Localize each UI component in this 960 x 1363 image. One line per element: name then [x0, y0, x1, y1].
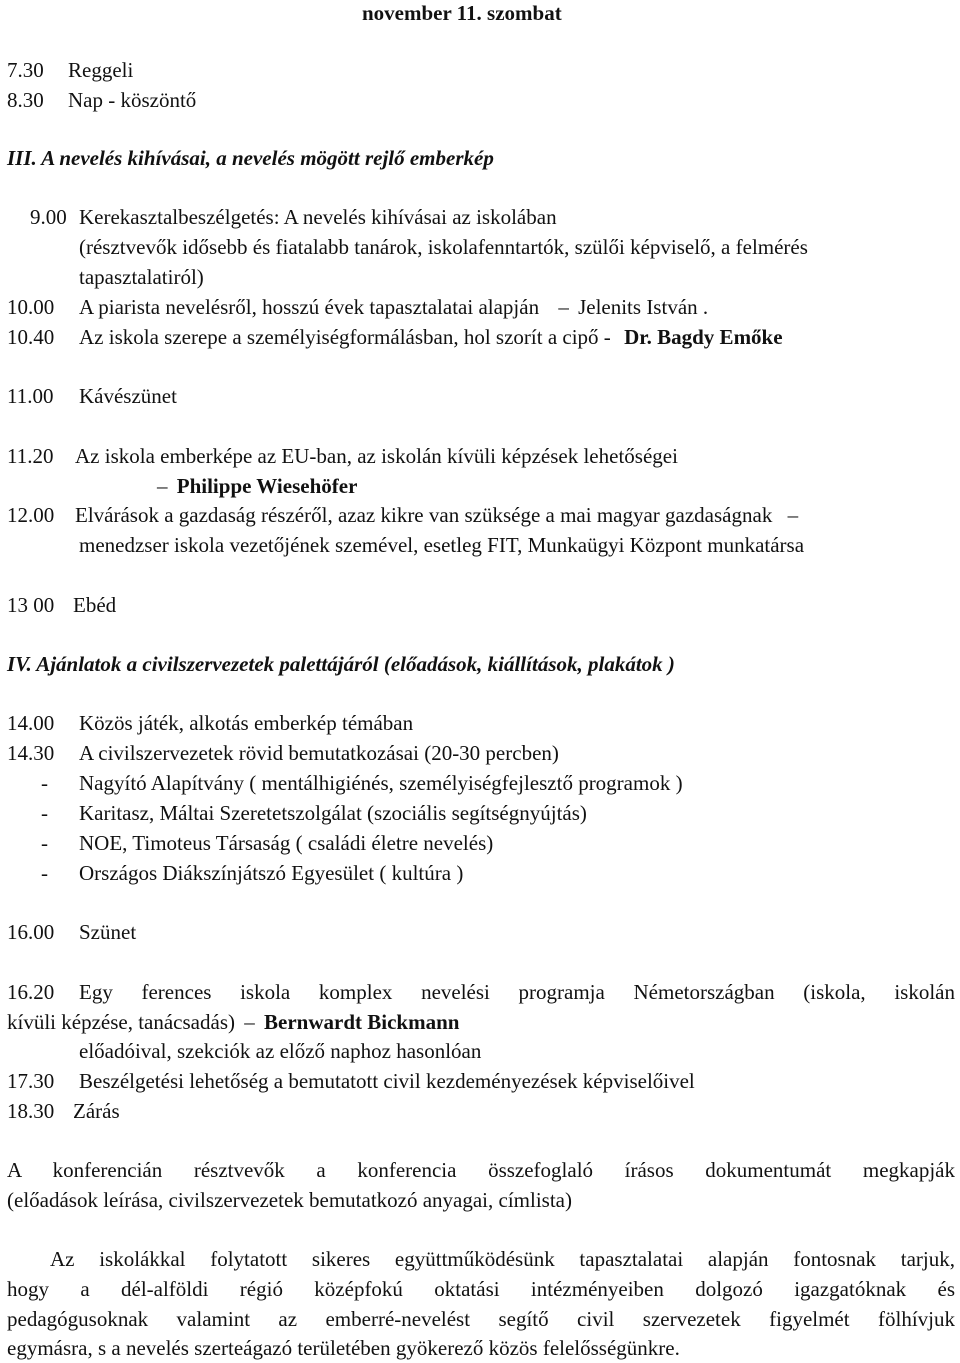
agenda-text-0900-line2: (résztvevők idősebb és fiatalabb tanárok, iskolafenntartók, szülői képviselő, a felmérés — [79, 235, 808, 259]
agenda-time-0900: 9.00 — [30, 205, 67, 229]
agenda-text-1120: Az iskola emberképe az EU-ban, az iskolán kívüli képzések lehetőségei — [75, 444, 678, 468]
agenda-text-1830: Zárás — [73, 1099, 120, 1123]
bullet-dash: - — [41, 831, 48, 855]
agenda-text-1400: Közös játék, alkotás emberkép témában — [79, 711, 414, 735]
dash: – — [787, 503, 799, 527]
speaker-name: Philippe Wiesehöfer — [176, 474, 358, 498]
agenda-time-1830: 18.30 — [7, 1099, 55, 1123]
agenda-time-1000: 10.00 — [7, 295, 55, 319]
closing-paragraph-2-line1: Az iskolákkal folytatott sikeres együttműködésünk tapasztalatai alapján fontosnak tarjuk, — [50, 1247, 955, 1271]
agenda-text-1200-line2: menedzser iskola vezetőjének szemével, esetleg FIT, Munkaügyi Központ munkatársa — [79, 533, 805, 557]
agenda-text: Nap - köszöntő — [68, 88, 197, 112]
agenda-text: Reggeli — [68, 58, 134, 82]
agenda-text-1300: Ebéd — [73, 593, 117, 617]
agenda-text: kívüli képzése, tanácsadás) — [7, 1010, 235, 1034]
section-title-4: IV. Ajánlatok a civilszervezetek palettájáról (előadások, kiállítások, plakátok ) — [7, 652, 675, 676]
section-title-3: III. A nevelés kihívásai, a nevelés mögött rejlő emberkép — [7, 146, 494, 170]
bullet-dash: - — [41, 771, 48, 795]
agenda-time: 8.30 — [7, 88, 44, 112]
closing-paragraph-2-line3: pedagógusoknak valamint az emberré-nevelést segítő civil szervezetek figyelmét fölhívjuk — [7, 1307, 955, 1331]
agenda-text-1100: Kávészünet — [79, 384, 177, 408]
bullet-dash: - — [41, 801, 48, 825]
agenda-time-1300: 13 00 — [7, 593, 55, 617]
agenda-time-1040: 10.40 — [7, 325, 55, 349]
day-heading: november 11. szombat — [362, 1, 562, 25]
dash: – — [157, 474, 168, 498]
agenda-text-1620-line3: előadóival, szekciók az előző naphoz hasonlóan — [79, 1039, 482, 1063]
agenda-text: Az iskola szerepe a személyiségformálásban, hol szorít a cipő - — [79, 325, 611, 349]
agenda-text-0900-line3: tapasztalatiról) — [79, 265, 204, 289]
speaker-name: Jelenits István . — [578, 295, 709, 319]
agenda-text-1730: Beszélgetési lehetőség a bemutatott civil kezdeményezések képviselőivel — [79, 1069, 695, 1093]
agenda-text: A piarista nevelésről, hosszú évek tapasztalatai alapján — [79, 295, 540, 319]
agenda-time-1400: 14.00 — [7, 711, 55, 735]
agenda-time-1100: 11.00 — [7, 384, 54, 408]
speaker-name: Dr. Bagdy Emőke — [624, 325, 783, 349]
closing-paragraph-2-line2: hogy a dél-alföldi régió középfokú oktatási intézményeiben dolgozó igazgatóknak és — [7, 1277, 955, 1301]
agenda-time-1430: 14.30 — [7, 741, 55, 765]
agenda-text-1600: Szünet — [79, 920, 137, 944]
agenda-time-1620: 16.20 — [7, 980, 55, 1004]
agenda-text-1620-line1: Egy ferences iskola komplex nevelési programja Németországban (iskola, iskolán — [79, 980, 955, 1004]
dash: – — [244, 1010, 255, 1034]
agenda-row-1000 — [79, 297, 708, 318]
dash: – — [558, 295, 569, 319]
speaker-row-1120 — [157, 476, 357, 497]
org-item: Nagyító Alapítvány ( mentálhigiénés, személyiségfejlesztő programok ) — [79, 771, 683, 795]
agenda-row-1620-line2 — [7, 1012, 459, 1033]
agenda-row-1040 — [79, 327, 783, 348]
agenda-time-1730: 17.30 — [7, 1069, 55, 1093]
agenda-time-1120: 11.20 — [7, 444, 54, 468]
agenda-text-1430: A civilszervezetek rövid bemutatkozásai (20-30 percben) — [79, 741, 559, 765]
bullet-dash: - — [41, 861, 48, 885]
agenda-time: 7.30 — [7, 58, 44, 82]
org-item: NOE, Timoteus Társaság ( családi életre nevelés) — [79, 831, 494, 855]
speaker-name: Bernwardt Bickmann — [264, 1010, 460, 1034]
closing-paragraph-1-line1: A konferencián résztvevők a konferencia összefoglaló írásos dokumentumát megkapják — [7, 1158, 955, 1182]
agenda-row-1200-line1 — [75, 505, 798, 526]
agenda-time-1600: 16.00 — [7, 920, 55, 944]
agenda-text: Elvárások a gazdaság részéről, azaz kikre van szüksége a mai magyar gazdaságnak — [75, 503, 773, 527]
org-item: Országos Diákszínjátszó Egyesület ( kultúra ) — [79, 861, 464, 885]
agenda-text-0900-line1: Kerekasztalbeszélgetés: A nevelés kihívásai az iskolában — [79, 205, 557, 229]
closing-paragraph-1-line2: (előadások leírása, civilszervezetek bemutatkozó anyagai, címlista) — [7, 1188, 573, 1212]
org-item: Karitasz, Máltai Szeretetszolgálat (szociális segítségnyújtás) — [79, 801, 587, 825]
agenda-time-1200: 12.00 — [7, 503, 55, 527]
closing-paragraph-2-line4: egymásra, s a nevelés szerteágazó területében gyökerező közös felelősségünkre. — [7, 1336, 680, 1360]
